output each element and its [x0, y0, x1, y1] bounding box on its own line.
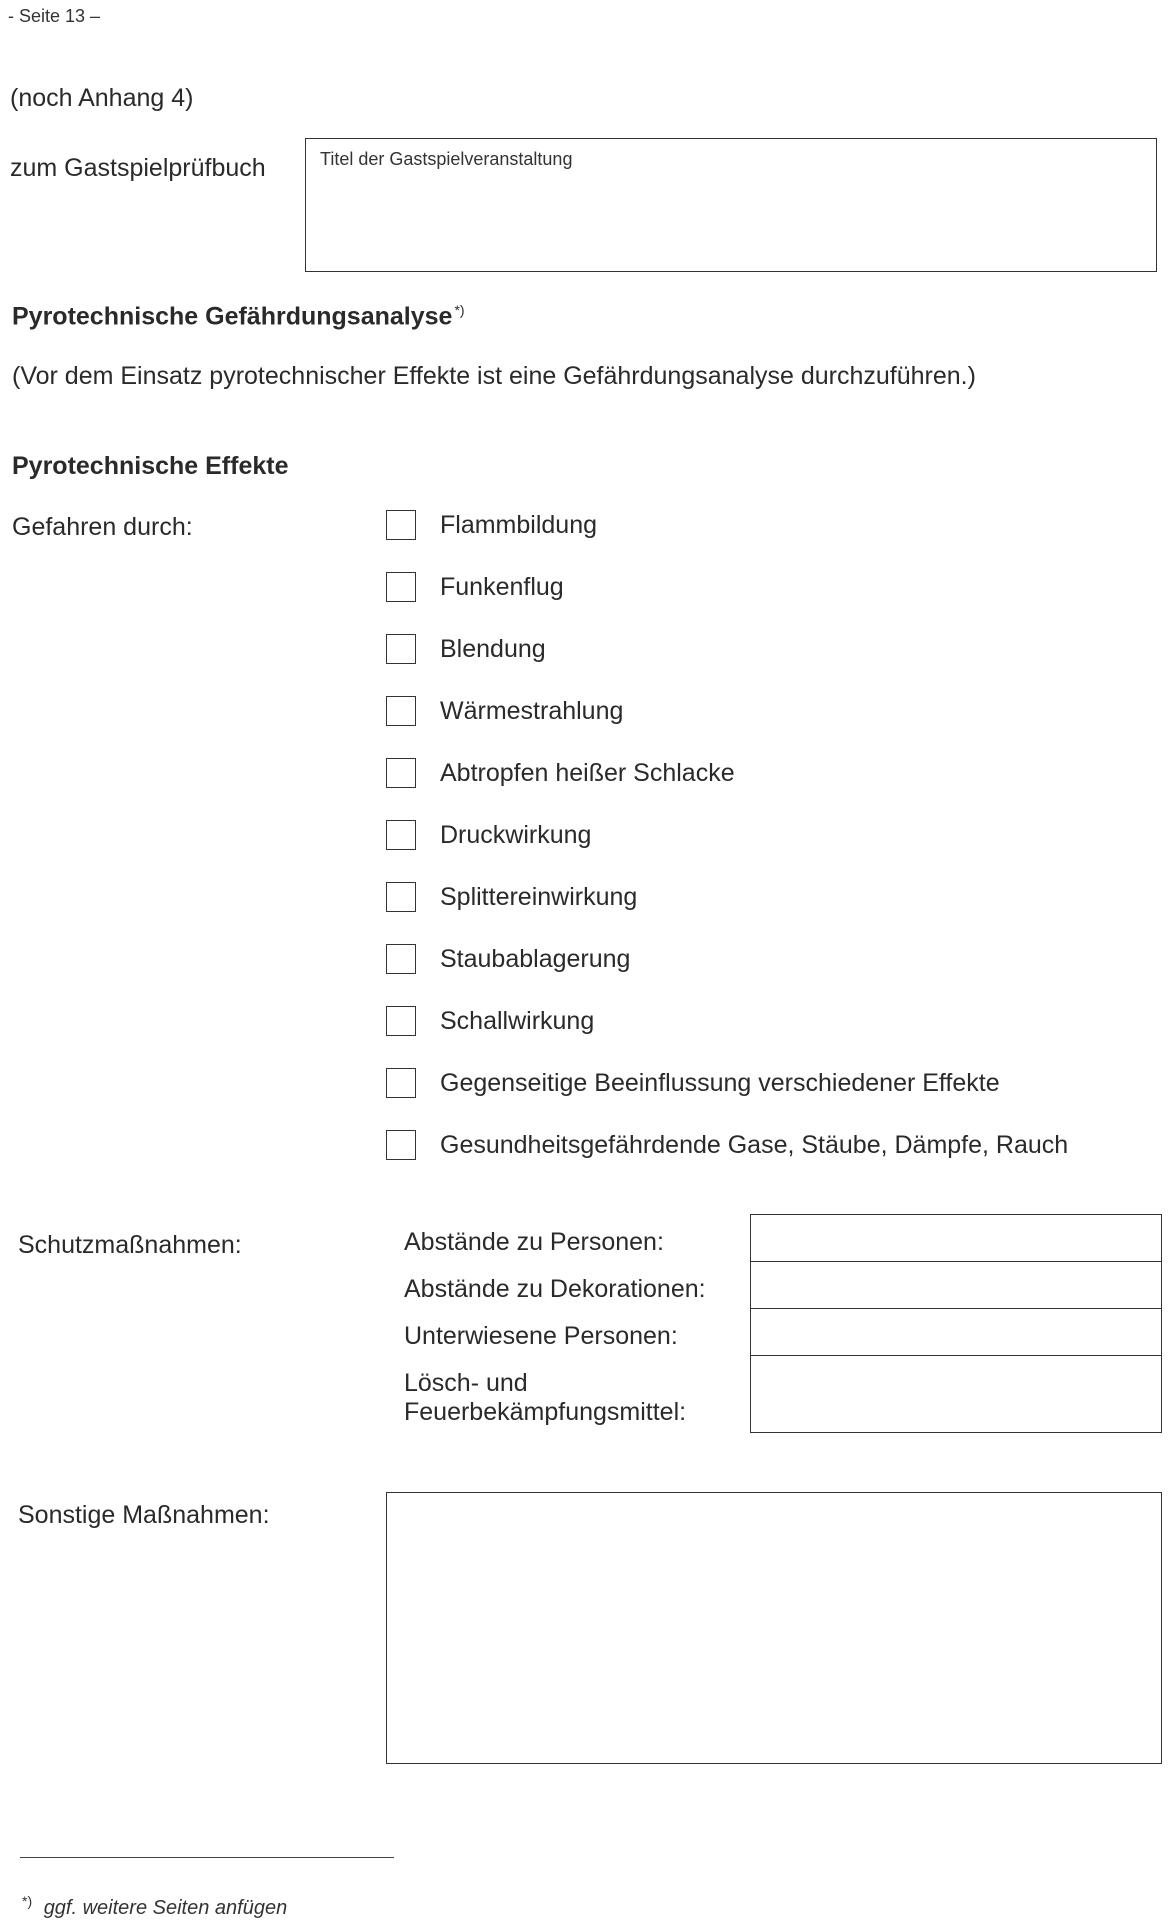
footnote — [22, 1893, 287, 1920]
analysis-note: (Vor dem Einsatz pyrotechnischer Effekte ist eine Gefährdungsanalyse durchzuführen.) — [12, 362, 976, 390]
other-measures-label: Sonstige Maßnahmen: — [18, 1501, 270, 1529]
event-title-label: Titel der Gastspielveranstaltung — [320, 149, 573, 169]
hazard-item[interactable] — [386, 508, 597, 542]
hazard-item[interactable] — [386, 818, 591, 852]
distance-persons-field[interactable] — [751, 1215, 1161, 1262]
analysis-footnote-mark: *) — [454, 302, 465, 318]
extinguishing-means-field[interactable] — [751, 1356, 1161, 1432]
hazard-label: Druckwirkung — [440, 820, 592, 849]
hazard-label: Splittereinwirkung — [440, 882, 638, 911]
hazard-item[interactable] — [386, 1066, 1000, 1100]
hazard-checkbox[interactable] — [386, 1006, 416, 1036]
protection-fields-table — [750, 1214, 1162, 1433]
hazard-item[interactable] — [386, 942, 630, 976]
hazard-item[interactable] — [386, 756, 735, 790]
page-number: - Seite 13 – — [8, 6, 101, 26]
hazard-label: Flammbildung — [440, 510, 598, 539]
hazard-checkbox[interactable] — [386, 944, 416, 974]
footnote-text: ggf. weitere Seiten anfügen — [43, 1896, 288, 1919]
hazard-checkbox[interactable] — [386, 1068, 416, 1098]
hazard-item[interactable] — [386, 632, 546, 666]
analysis-heading-text: Pyrotechnische Gefährdungsanalyse — [12, 302, 453, 331]
hazard-checkbox[interactable] — [386, 882, 416, 912]
hazard-checkbox[interactable] — [386, 510, 416, 540]
hazard-label: Blendung — [440, 634, 546, 663]
hazard-label: Wärmestrahlung — [440, 696, 624, 725]
distance-decorations-field[interactable] — [751, 1262, 1161, 1309]
protection-label: Schutzmaßnahmen: — [18, 1231, 242, 1259]
annex-reference: (noch Anhang 4) — [10, 84, 194, 112]
gastspielpruefbuch-label: zum Gastspielprüfbuch — [10, 154, 266, 182]
instructed-persons-field[interactable] — [751, 1309, 1161, 1356]
effects-heading: Pyrotechnische Effekte — [12, 452, 289, 480]
hazard-item[interactable] — [386, 1004, 594, 1038]
hazard-item[interactable] — [386, 694, 623, 728]
hazard-item[interactable] — [386, 570, 564, 604]
hazard-label: Schallwirkung — [440, 1006, 595, 1035]
hazard-checkbox[interactable] — [386, 820, 416, 850]
event-title-field[interactable] — [305, 138, 1157, 272]
hazard-item[interactable] — [386, 1128, 1068, 1162]
hazards-label: Gefahren durch: — [12, 513, 193, 541]
hazard-checkbox[interactable] — [386, 758, 416, 788]
distance-persons-label: Abstände zu Personen: — [404, 1228, 664, 1256]
hazard-checkbox[interactable] — [386, 696, 416, 726]
hazard-checkbox[interactable] — [386, 572, 416, 602]
distance-decorations-label: Abstände zu Dekorationen: — [404, 1275, 706, 1303]
hazard-checkbox[interactable] — [386, 634, 416, 664]
hazard-label: Staubablagerung — [440, 944, 631, 973]
hazard-checkbox[interactable] — [386, 1130, 416, 1160]
footnote-mark: *) — [22, 1893, 33, 1909]
footnote-divider — [20, 1857, 394, 1858]
hazard-label: Abtropfen heißer Schlacke — [440, 758, 735, 787]
hazard-label: Funkenflug — [440, 572, 564, 601]
hazard-label: Gegenseitige Beeinflussung verschiedener Effekte — [440, 1068, 1000, 1097]
other-measures-field[interactable] — [386, 1492, 1162, 1764]
extinguishing-means-label: Lösch- und Feuerbekämpfungsmittel: — [404, 1369, 687, 1426]
instructed-persons-label: Unterwiesene Personen: — [404, 1322, 678, 1350]
analysis-heading — [12, 302, 465, 331]
hazard-label: Gesundheitsgefährdende Gase, Stäube, Dämpfe, Rauch — [440, 1130, 1069, 1159]
hazard-item[interactable] — [386, 880, 637, 914]
